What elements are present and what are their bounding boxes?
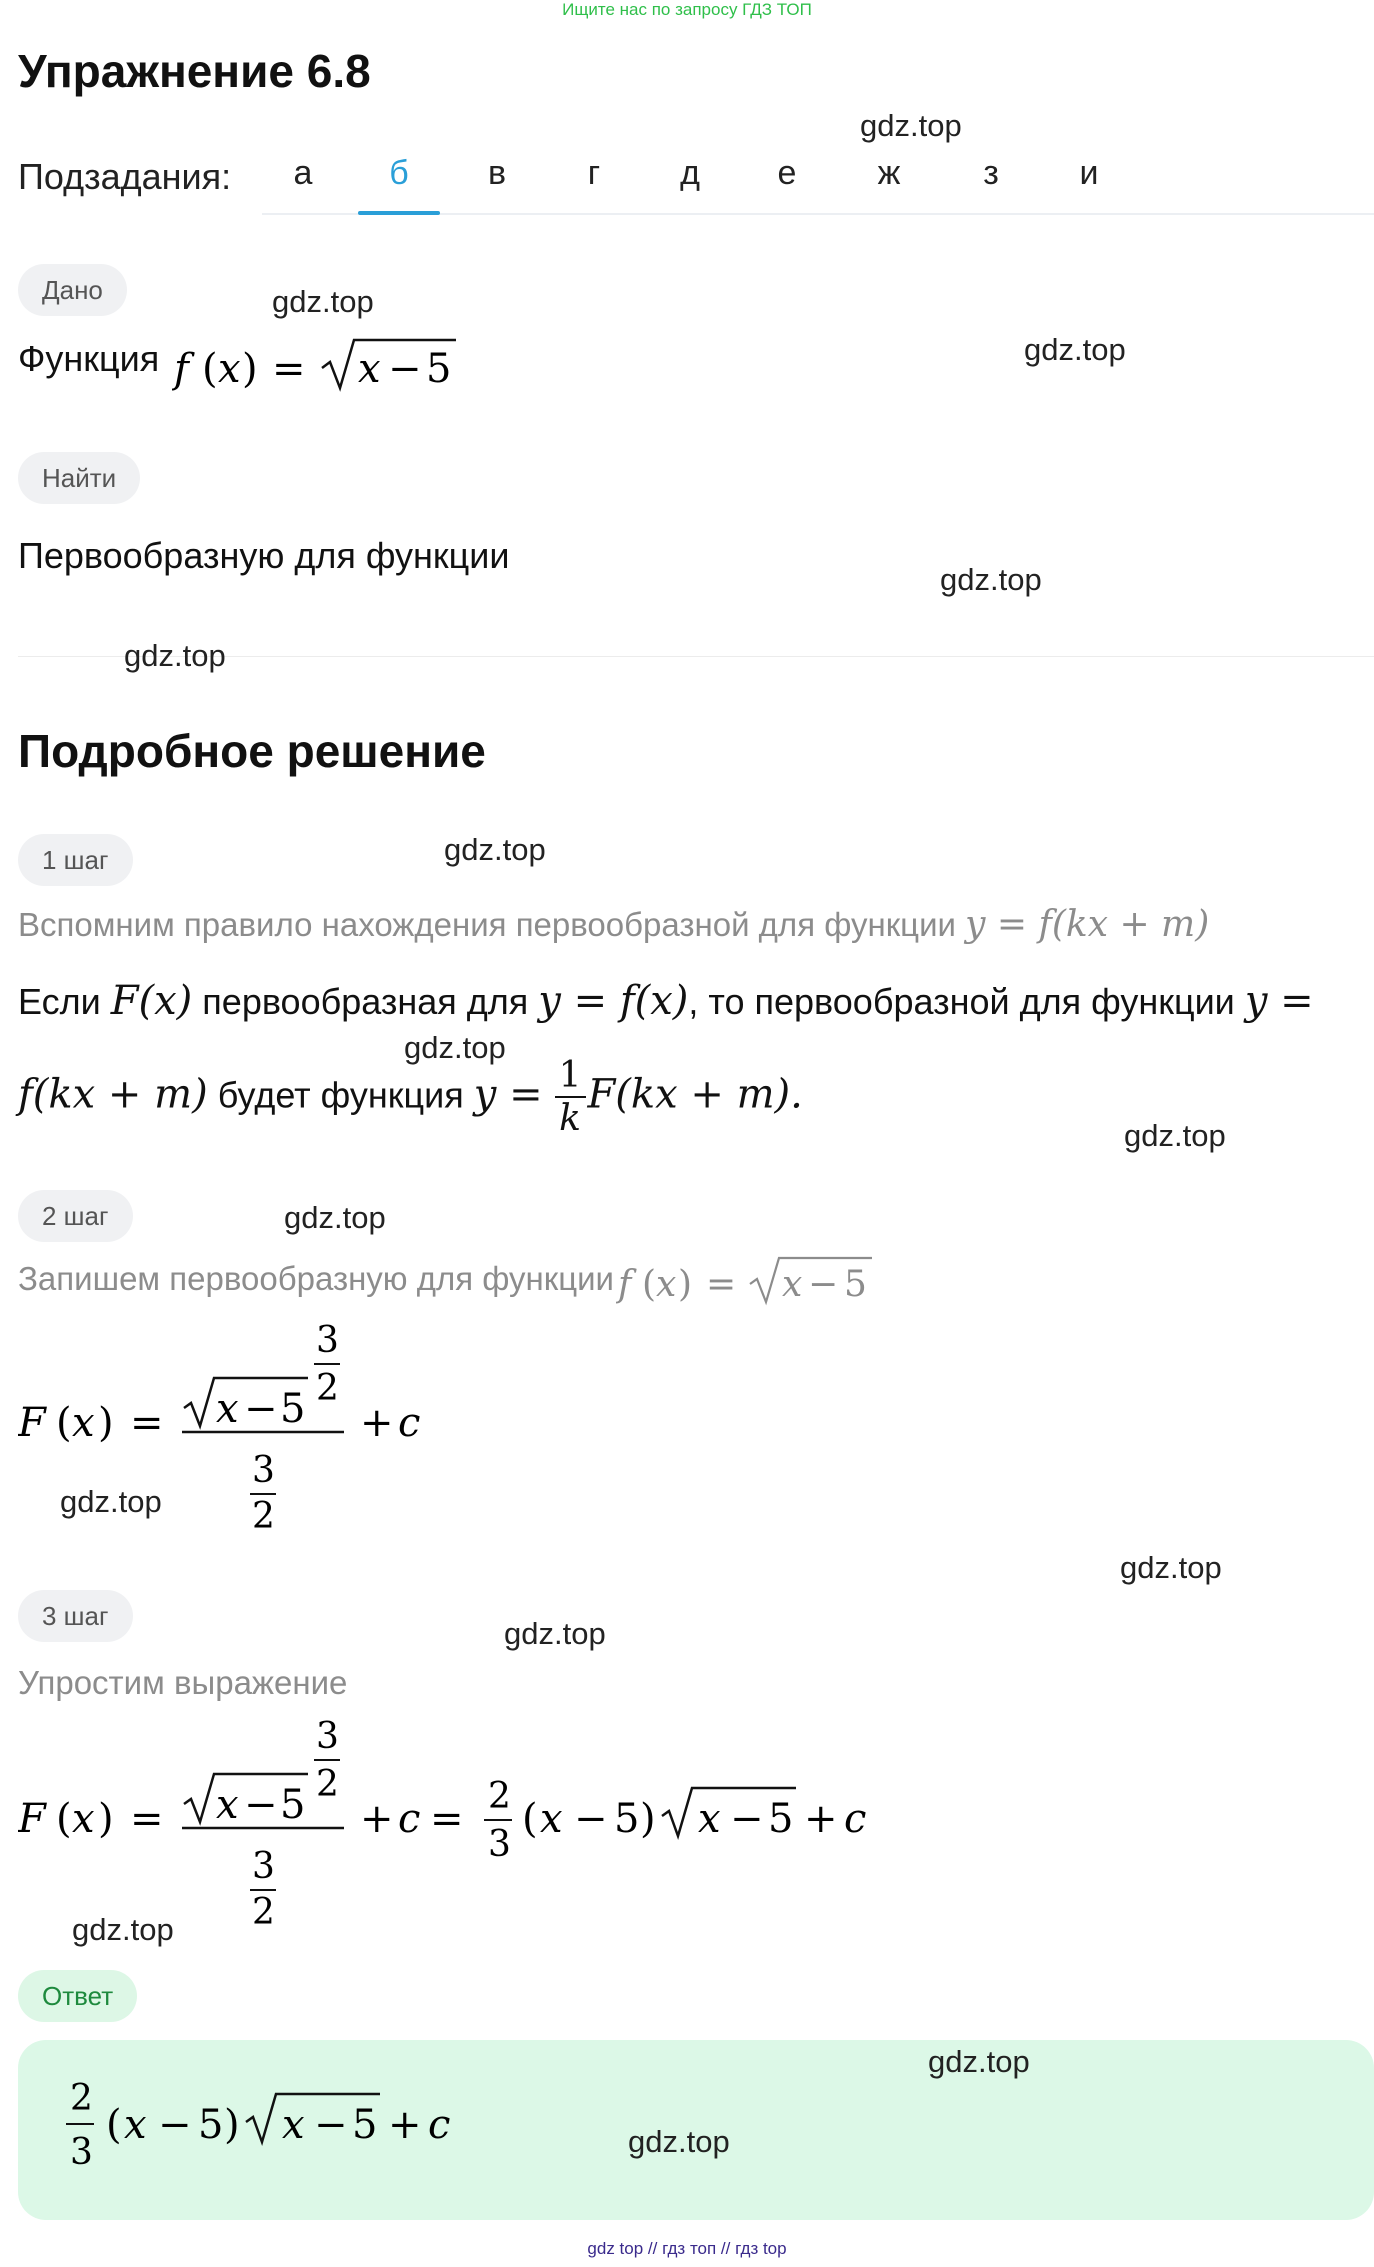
s2h-f: f [618, 1264, 632, 1305]
watermark: gdz.top [272, 284, 374, 319]
step1-l1b: F(x) [110, 978, 193, 1024]
s2-lp: ( [56, 1400, 72, 1446]
step3-formula [18, 1706, 898, 1926]
tab-z[interactable]: з [983, 154, 999, 192]
step1-l1f: y = [1244, 978, 1314, 1024]
step1-frac-num: 1 [555, 1056, 586, 1098]
s3-eq2: = [430, 1796, 464, 1842]
answer-chip: Ответ [18, 1970, 137, 2022]
find-chip: Найти [18, 452, 140, 504]
ans-minus2: − [314, 2102, 348, 2148]
s3-minus: − [244, 1782, 278, 1828]
given-minus: − [388, 346, 422, 392]
s3-x: x [72, 1796, 95, 1842]
ans-num: 2 [70, 2078, 93, 2119]
given-eq: = [272, 346, 306, 392]
s2h-5: 5 [844, 1264, 867, 1305]
ans-minus: − [158, 2102, 192, 2148]
s2-exp-num: 3 [316, 1320, 339, 1361]
s3-5: 5 [280, 1782, 306, 1828]
ans-lp: ( [106, 2102, 122, 2148]
tab-i[interactable]: и [1079, 154, 1099, 192]
watermark: gdz.top [1120, 1550, 1222, 1585]
s3-c2: c [844, 1796, 867, 1842]
given-x2: x [358, 346, 381, 392]
step1-hint-formula: y = f(kx + m) [965, 904, 1210, 945]
given-chip: Дано [18, 264, 127, 316]
s2-x2: x [216, 1386, 239, 1432]
s2-den-num: 3 [252, 1450, 275, 1491]
s2h-lp: ( [642, 1264, 657, 1305]
step1-l2b: будет функция [217, 1074, 464, 1116]
given-lp: ( [202, 346, 218, 392]
ans-c: c [428, 2102, 451, 2148]
s2-F: F [18, 1400, 46, 1446]
s2-exp-den: 2 [316, 1368, 339, 1409]
step2-hint-formula [616, 1252, 886, 1312]
step3-hint: Упростим выражение [18, 1664, 348, 1701]
watermark: gdz.top [504, 1616, 606, 1651]
s2h-eq: = [706, 1264, 737, 1305]
step2-hint [18, 1260, 614, 1298]
s3-5c: 5 [768, 1796, 794, 1842]
s3-eq: = [130, 1796, 164, 1842]
watermark: gdz.top [940, 562, 1042, 597]
watermark: gdz.top [444, 832, 546, 867]
given-f: f [174, 346, 189, 392]
watermark: gdz.top [60, 1484, 162, 1519]
answer-formula [66, 2070, 486, 2190]
tab-a[interactable]: а [293, 154, 313, 192]
s3-exp-num: 3 [316, 1716, 339, 1757]
s3-exp-den: 2 [316, 1764, 339, 1805]
s2-eq: = [130, 1400, 164, 1446]
ans-5: 5 [198, 2102, 224, 2148]
watermark: gdz.top [860, 108, 962, 143]
step3-chip: 3 шаг [18, 1590, 133, 1642]
step1-l1c: первообразная для [202, 981, 529, 1022]
watermark: gdz.top [1024, 332, 1126, 367]
step1-hint [18, 904, 1209, 945]
watermark: gdz.top [72, 1912, 174, 1947]
step1-frac [555, 1056, 586, 1140]
given-5: 5 [426, 346, 452, 392]
s3-plus: + [360, 1796, 394, 1842]
s3-den-num: 3 [252, 1846, 275, 1887]
step1-l1a: Если [18, 981, 101, 1022]
s3-r-den: 3 [488, 1824, 511, 1865]
s2-5: 5 [280, 1386, 306, 1432]
s2-c: c [398, 1400, 421, 1446]
watermark: gdz.top [404, 1030, 506, 1065]
step1-l2c: y = [473, 1071, 543, 1118]
s3-plus2: + [804, 1796, 838, 1842]
watermark: gdz.top [928, 2044, 1030, 2079]
s2-den-den: 2 [252, 1496, 275, 1530]
tab-zh[interactable]: ж [877, 154, 901, 192]
s2h-x2: x [782, 1264, 803, 1305]
s2h-x: x [656, 1264, 677, 1305]
watermark: gdz.top [628, 2124, 730, 2159]
step1-line1 [18, 978, 1314, 1024]
s3-rp2: ) [640, 1796, 656, 1842]
tab-e[interactable]: е [777, 154, 797, 192]
tab-v[interactable]: в [487, 154, 507, 192]
step1-chip: 1 шаг [18, 834, 133, 886]
given-rp: ) [242, 346, 258, 392]
step1-l2d: F(kx + m). [587, 1071, 803, 1118]
s3-minus2: − [574, 1796, 608, 1842]
step1-line2 [18, 1056, 803, 1140]
top-banner: Ищите нас по запросу ГДЗ ТОП [562, 0, 812, 19]
ans-den: 3 [70, 2132, 93, 2173]
ans-x: x [124, 2102, 147, 2148]
ans-rp: ) [224, 2102, 240, 2148]
watermark: gdz.top [284, 1200, 386, 1235]
s3-5b: 5 [614, 1796, 640, 1842]
s3-r-num: 2 [488, 1776, 511, 1817]
given-x: x [218, 346, 241, 392]
watermark: gdz.top [1124, 1118, 1226, 1153]
step2-chip: 2 шаг [18, 1190, 133, 1242]
s3-minus3: − [730, 1796, 764, 1842]
ans-5b: 5 [352, 2102, 378, 2148]
find-text: Первообразную для функции [18, 535, 510, 576]
solution-title: Подробное решение [18, 725, 486, 777]
s3-x4: x [698, 1796, 721, 1842]
given-formula [172, 330, 472, 400]
s3-rp: ) [98, 1796, 114, 1842]
s2-x: x [72, 1400, 95, 1446]
s3-F: F [18, 1796, 46, 1842]
step1-l2a: f(kx + m) [18, 1071, 208, 1118]
tab-b[interactable]: б [358, 154, 440, 214]
s3-x2: x [216, 1782, 239, 1828]
s3-x3: x [540, 1796, 563, 1842]
step2-hint-text: Запишем первообразную для функции [18, 1260, 614, 1297]
s2-minus: − [244, 1386, 278, 1432]
given-prefix: Функция [18, 338, 160, 379]
step1-frac-den: k [559, 1098, 581, 1139]
step1-hint-text: Вспомним правило нахождения первообразной для функции [18, 906, 956, 943]
step1-l1d: y = f(x) [538, 978, 689, 1024]
page-title: Упражнение 6.8 [18, 45, 371, 97]
step1-l1e: , то первообразной для функции [688, 981, 1235, 1022]
s2-plus: + [360, 1400, 394, 1446]
s3-den-den: 2 [252, 1892, 275, 1926]
tab-d[interactable]: д [680, 154, 700, 192]
s2h-rp: ) [678, 1264, 693, 1305]
s3-lp: ( [56, 1796, 72, 1842]
s3-lp2: ( [522, 1796, 538, 1842]
watermark: gdz.top [124, 638, 226, 673]
ans-x2: x [282, 2102, 305, 2148]
given-text [18, 338, 159, 380]
tab-g[interactable]: г [587, 154, 601, 192]
s3-c: c [398, 1796, 421, 1842]
subtasks-label: Подзадания: [18, 156, 232, 197]
ans-plus: + [388, 2102, 422, 2148]
s2-rp: ) [98, 1400, 114, 1446]
s2h-minus: − [808, 1264, 839, 1305]
footer: gdz top // гдз топ // гдз top [587, 2239, 787, 2258]
